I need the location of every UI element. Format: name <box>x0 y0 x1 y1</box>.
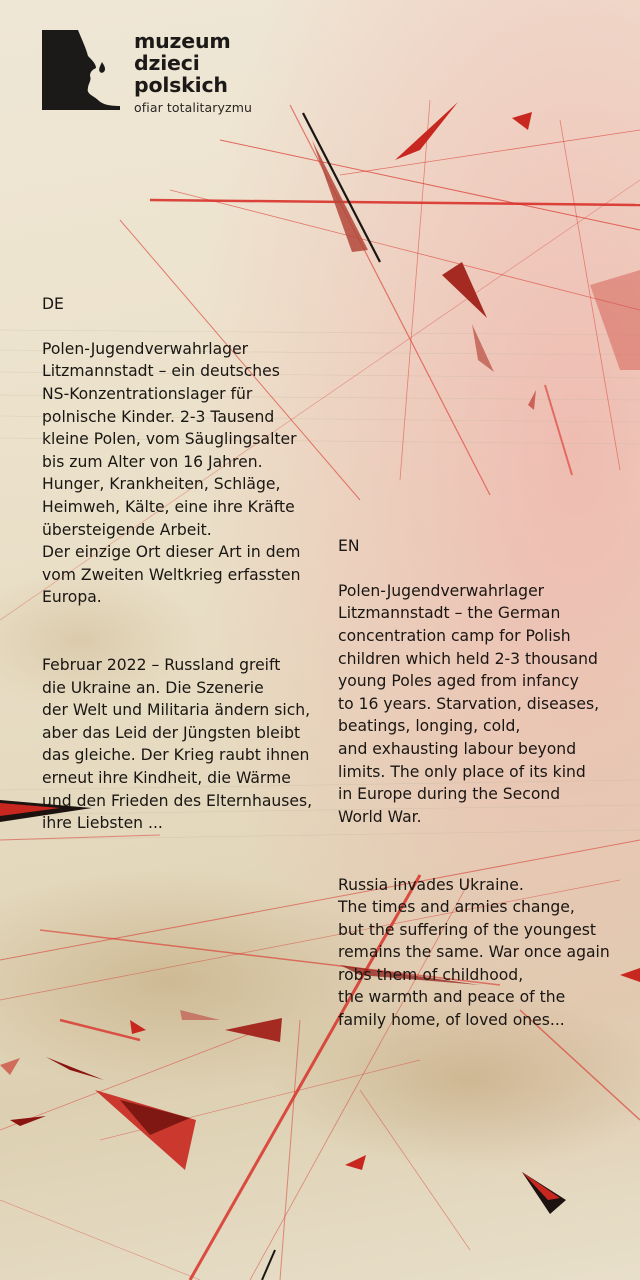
museum-logo[interactable] <box>42 30 252 119</box>
logo-line-1: muzeum <box>134 29 231 53</box>
english-paragraph-2: Russia invades Ukraine. The times and armies change, but the suffering of the youngest remains the same. War once again robs them of childhood, the warmth and peace of the family home, of loved ones... <box>338 875 610 1030</box>
logo-line-3: polskich <box>134 73 228 97</box>
german-paragraph-2: Februar 2022 – Russland greift die Ukraine an. Die Szenerie der Welt und Militaria ändern sich, aber das Leid der Jüngsten bleibt das gleiche. Der Krieg raubt ihnen erneut ihre Kindheit, die Wärme und den Frieden des Elternhauses, ihre Liebsten ... <box>42 656 313 833</box>
logo-subtitle: ofiar totalitaryzmu <box>134 100 253 115</box>
english-text-block <box>338 512 638 1077</box>
language-label-en: EN <box>338 536 360 555</box>
logo-line-2: dzieci <box>134 51 200 75</box>
language-label-de: DE <box>42 294 64 313</box>
english-paragraph-1: Polen-Jugendverwahrlager Litzmannstadt – the German concentration camp for Polish children which held 2-3 thousand young Poles aged from infancy to 16 years. Starvation, diseases, beatings, longing, cold, and exhausting labour beyond limits. The only place of its kind in Europe during the Second World War. <box>338 581 600 826</box>
logo-wordmark <box>134 30 252 119</box>
german-paragraph-1: Polen-Jugendverwahrlager Litzmannstadt – ein deutsches NS-Konzentrationslager für polnische Kinder. 2-3 Tausend kleine Polen, vom Säuglingsalter bis zum Alter von 16 Jahren. Hunger, Krankheiten, Schläge, Heimweh, Kälte, eine ihre Kräfte übersteigende Arbeit. Der einzige Ort dieser Art in dem vom Zweiten Weltkrieg erfassten Europa. <box>42 339 301 607</box>
german-text-block <box>42 270 342 880</box>
child-profile-tear-icon <box>42 30 120 110</box>
